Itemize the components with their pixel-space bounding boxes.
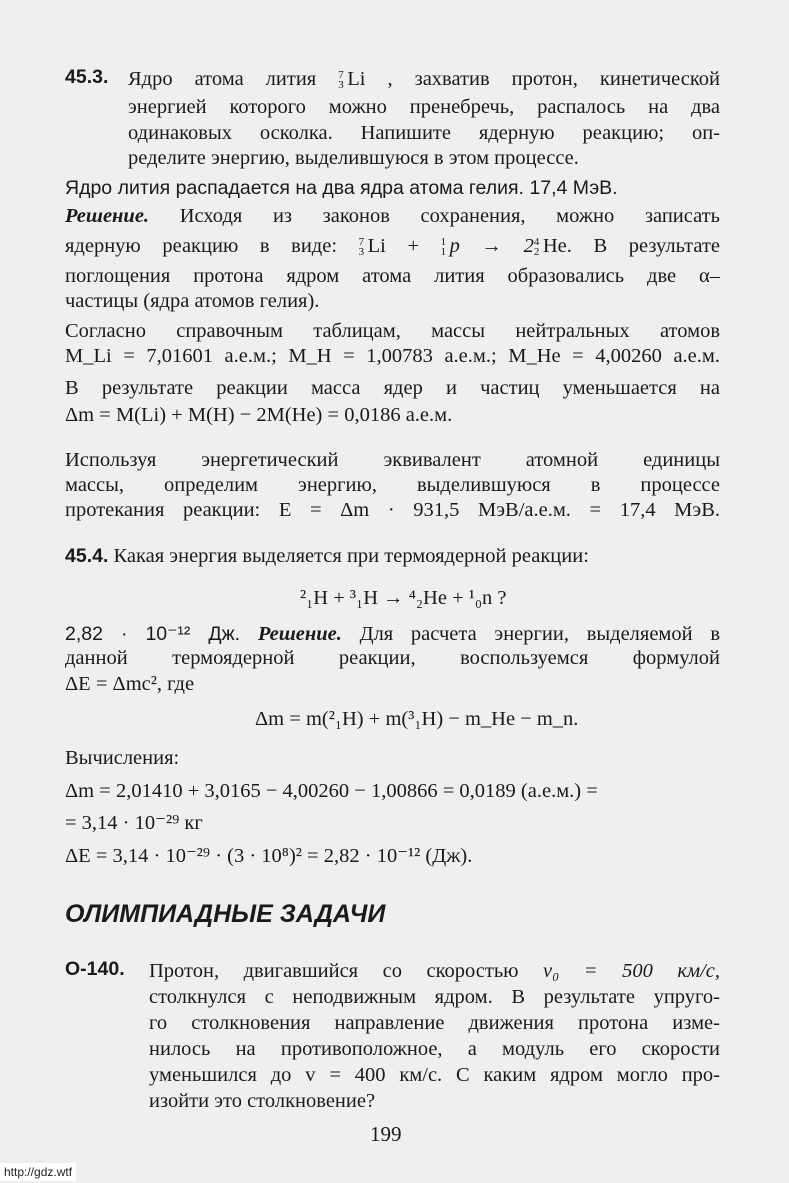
solution-text: Решение. Исходя из законов сохранения, можно записать [65,205,720,227]
calc-line: ΔE = 3,14 · 10⁻²⁹ · (3 · 10⁸)² = 2,82 · 10⁻¹² (Дж). [65,845,473,867]
masses-line: M_Li = 7,01601 а.е.м.; M_H = 1,00783 а.е.м.; M_He = 4,00260 а.е.м. [65,345,720,367]
solution-text: данной термоядерной реакции, воспользуемся формулой [65,647,720,669]
solution-text: Используя энергетический эквивалент атомной единицы [65,449,720,471]
answer: Ядро лития распадается на два ядра атома гелия. 17,4 МэВ. [65,177,618,199]
source-link[interactable]: http://gdz.wtf [0,1163,76,1181]
problem-text: изойти это столкновение? [149,1090,376,1112]
calc-line: Δm = 2,01410 + 3,0165 − 4,00260 − 1,00866 = 0,0189 (а.е.м.) = [65,780,598,802]
solution-text: протекания реакции: E = Δm · 931,5 МэВ/а.е.м. = 17,4 МэВ. [65,499,720,521]
solution-text: частицы (ядра атомов гелия). [65,290,320,312]
formula: ΔE = Δmc², где [65,673,195,695]
problem-text: одинаковых осколка. Напишите ядерную реакцию; оп- [128,122,720,144]
page-number: 199 [370,1122,402,1146]
formula: Δm = m(²₁H) + m(³₁H) − m_He − m_n. [255,708,579,730]
problem-text: нилось на противоположное, а модуль его скорости [149,1038,720,1060]
reaction-equation: ²₁H + ³₁H → ⁴₂He + ¹₀n ? [300,587,507,609]
problem-number: О-140. [65,958,125,980]
nuclide-notation: 7 3 [338,69,344,92]
solution-text: В результате реакции масса ядер и частиц уменьшается на [65,377,720,399]
calc-label: Вычисления: [65,747,180,769]
solution-text: массы, определим энергию, выделившуюся в процессе [65,474,720,496]
problem-text: Протон, двигавшийся со скоростью v₀ = 500 км/с, [149,960,720,982]
problem-text: ределите энергию, выделившуюся в этом процессе. [128,147,579,169]
formula: Δm = M(Li) + M(H) − 2M(He) = 0,0186 а.е.м. [65,404,453,426]
solution-text: 2,82 · 10⁻¹² Дж. Решение. Для расчета энергии, выделяемой в [65,623,721,645]
solution-text: Согласно справочным таблицам, массы нейтральных атомов [65,320,720,342]
solution-text: ядерную реакцию в виде: 7 3 Li + 1 1 p → 2 4 2 He. В результате [65,235,721,259]
problem-text: Ядро атома лития 7 3 Li , захватив протон, кинетической [128,68,720,92]
problem-text: 45.4. Какая энергия выделяется при термоядерной реакции: [65,545,589,567]
problem-text: энергией которого можно пренебречь, распалось на два [128,96,720,118]
calc-line: = 3,14 · 10⁻²⁹ кг [65,812,203,834]
problem-text: столкнулся с неподвижным ядром. В результате упруго- [149,986,720,1008]
problem-number: 45.3. [65,66,109,88]
section-title: ОЛИМПИАДНЫЕ ЗАДАЧИ [65,900,386,928]
problem-text: го столкновения направление движения протона изме- [149,1012,720,1034]
problem-text: уменьшился до v = 400 км/с. С каким ядром могло про- [149,1064,720,1086]
solution-text: поглощения протона ядром атома лития образовались две α– [65,265,720,287]
